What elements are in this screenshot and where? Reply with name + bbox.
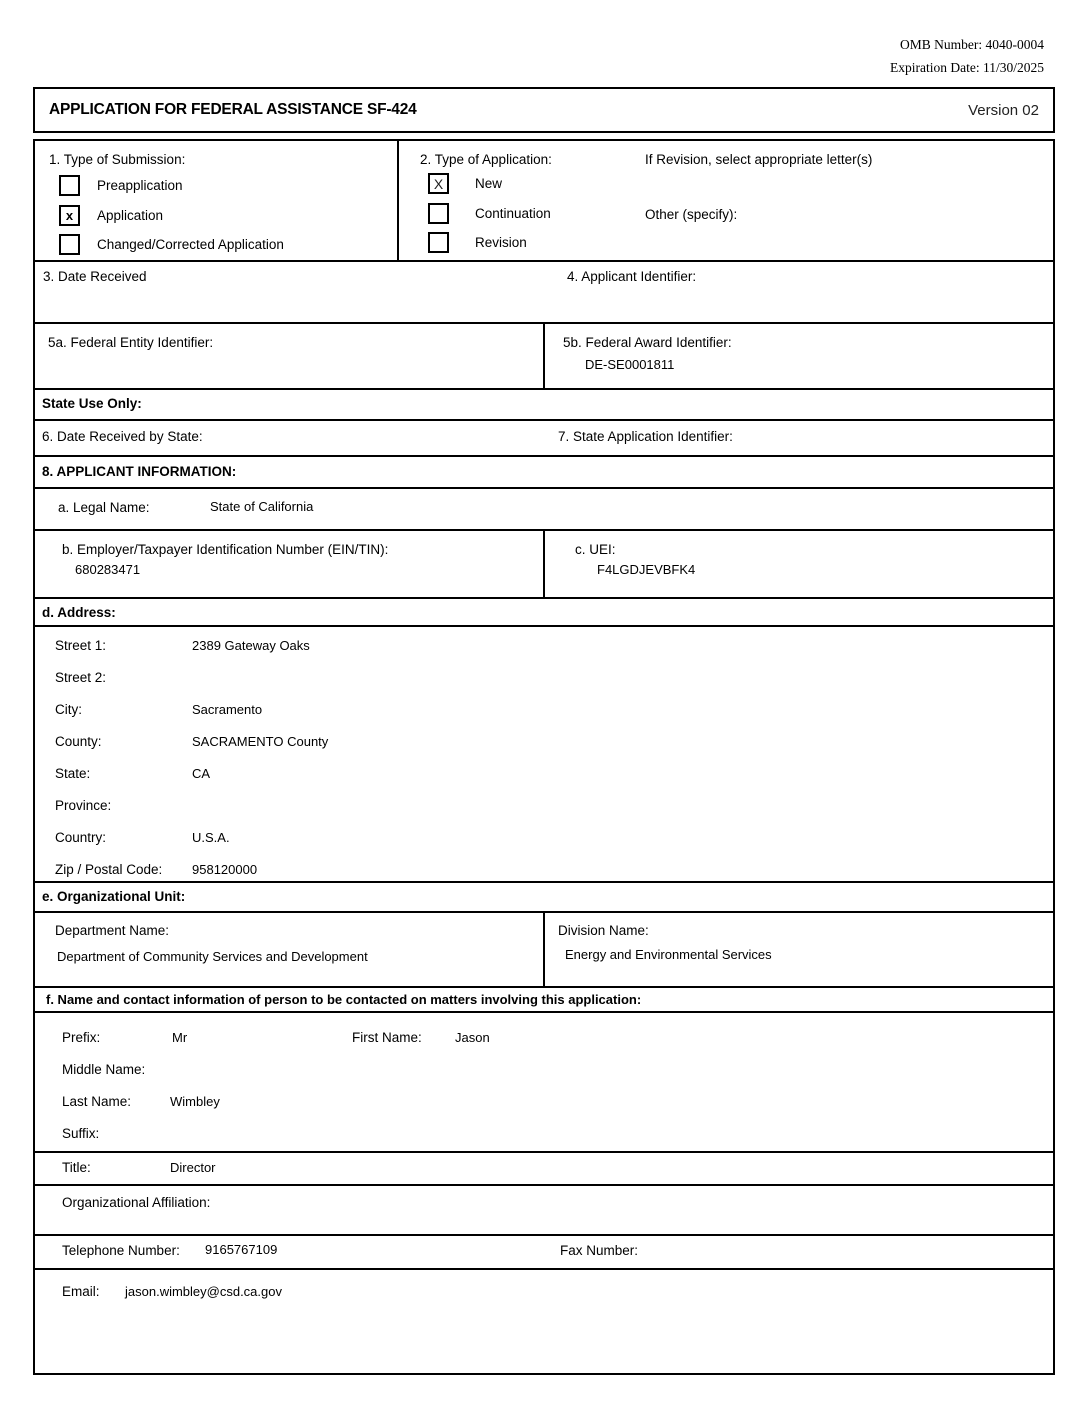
omb-expiration-date: Expiration Date: 11/30/2025 [890,60,1044,75]
middle-name-label: Middle Name: [62,1062,146,1077]
legal-name-value[interactable]: State of California [210,499,314,514]
option-revision [428,232,527,253]
contact-header: f. Name and contact information of person to be contacted on matters involving this application: [46,992,642,1007]
preapplication-checkbox[interactable] [59,175,80,196]
address-province [55,791,1053,823]
option-changed-corrected [59,234,284,255]
row-contact-header [35,988,1053,1013]
first-name-label: First Name: [352,1030,422,1045]
street1-label: Street 1: [55,638,107,653]
city-label: City: [55,702,82,717]
application-checkbox-mark: x [65,208,74,223]
changed-corrected-label: Changed/Corrected Application [97,237,284,252]
applicant-information-header: 8. APPLICANT INFORMATION: [42,464,237,479]
section-type-of-submission [35,141,399,260]
contact-line-prefix-first [62,1023,1053,1055]
row-address-header [35,599,1053,627]
row-federal-identifiers [35,324,1053,390]
zip-label: Zip / Postal Code: [55,862,163,877]
option-preapplication [59,175,183,196]
suffix-label: Suffix: [62,1126,100,1141]
new-label: New [475,176,503,191]
form-version: Version 02 [968,101,1039,119]
revision-label: Revision [475,235,527,250]
city-value[interactable]: Sacramento [192,702,263,717]
legal-name-label: a. Legal Name: [58,500,150,515]
ein-value[interactable]: 680283471 [75,562,141,577]
division-name-label: Division Name: [558,923,649,938]
telephone-label: Telephone Number: [62,1243,180,1258]
email-value[interactable]: jason.wimbley@csd.ca.gov [125,1284,282,1299]
county-label: County: [55,734,102,749]
uei-label: c. UEI: [575,542,616,557]
address-header: d. Address: [42,605,116,620]
prefix-value[interactable]: Mr [172,1030,188,1045]
country-label: Country: [55,830,107,845]
option-continuation [428,203,551,224]
row-title [35,1153,1053,1186]
form-title-box [33,87,1055,133]
federal-entity-identifier-label: 5a. Federal Entity Identifier: [48,335,214,350]
row-state-use-only [35,390,1053,421]
state-application-identifier-label: 7. State Application Identifier: [558,429,733,444]
contact-line-last [62,1087,1053,1119]
address-city [55,695,1053,727]
address-county [55,727,1053,759]
row-telephone-fax [35,1236,1053,1270]
if-revision-note: If Revision, select appropriate letter(s) [645,152,873,167]
row-email [35,1270,1053,1373]
type-of-application-label: 2. Type of Application: [420,152,552,167]
last-name-value[interactable]: Wimbley [170,1094,220,1109]
continuation-checkbox[interactable] [428,203,449,224]
zip-value[interactable]: 958120000 [192,862,258,877]
application-label: Application [97,208,164,223]
type-of-submission-label: 1. Type of Submission: [49,152,186,167]
country-value[interactable]: U.S.A. [192,830,230,845]
form-title: APPLICATION FOR FEDERAL ASSISTANCE SF-424 [49,101,417,118]
address-state [55,759,1053,791]
telephone-value[interactable]: 9165767109 [205,1242,278,1257]
province-label: Province: [55,798,112,813]
section-type-of-application [399,141,1053,260]
title-label: Title: [62,1160,91,1175]
row-legal-name [35,489,1053,531]
state-use-only-label: State Use Only: [42,396,142,411]
date-received-by-state-label: 6. Date Received by State: [42,429,203,444]
row-submission-application [35,141,1053,262]
address-street1 [55,631,1053,663]
email-label: Email: [62,1284,100,1299]
form-body [33,139,1055,1375]
title-value[interactable]: Director [170,1160,216,1175]
omb-block [890,33,1044,79]
new-checkbox-mark: X [433,175,444,192]
first-name-value[interactable]: Jason [455,1030,490,1045]
other-specify-label: Other (specify): [645,207,738,222]
preapplication-label: Preapplication [97,178,183,193]
street1-value[interactable]: 2389 Gateway Oaks [192,638,310,653]
address-street2 [55,663,1053,695]
last-name-label: Last Name: [62,1094,132,1109]
contact-line-middle [62,1055,1053,1087]
row-org-unit-header [35,883,1053,913]
date-received-label: 3. Date Received [43,269,147,284]
prefix-label: Prefix: [62,1030,101,1045]
omb-number: OMB Number: 4040-0004 [900,37,1044,52]
federal-award-identifier-value[interactable]: DE-SE0001811 [585,357,675,372]
ein-label: b. Employer/Taxpayer Identification Number (EIN/TIN): [62,542,389,557]
division-name-value[interactable]: Energy and Environmental Services [565,947,772,962]
applicant-identifier-label: 4. Applicant Identifier: [567,269,697,284]
application-checkbox[interactable] [59,205,80,226]
continuation-label: Continuation [475,206,551,221]
row-ein-uei [35,531,1053,599]
row-department-division [35,913,1053,988]
street2-label: Street 2: [55,670,107,685]
revision-checkbox[interactable] [428,232,449,253]
address-country [55,823,1053,855]
row-date-received [35,262,1053,324]
uei-value[interactable]: F4LGDJEVBFK4 [597,562,696,577]
org-affiliation-label: Organizational Affiliation: [62,1195,211,1210]
option-application [59,205,163,226]
fax-label: Fax Number: [560,1243,639,1258]
contact-line-suffix [62,1119,1053,1151]
row-applicant-information-header [35,457,1053,489]
contact-block [35,1013,1053,1153]
department-name-value[interactable]: Department of Community Services and Development [57,949,368,964]
county-value[interactable]: SACRAMENTO County [192,734,329,749]
state-value[interactable]: CA [192,766,211,781]
changed-corrected-checkbox[interactable] [59,234,80,255]
federal-award-identifier-label: 5b. Federal Award Identifier: [563,335,732,350]
new-checkbox[interactable] [428,173,449,194]
org-unit-header: e. Organizational Unit: [42,889,186,904]
row-state-dates [35,421,1053,457]
row-org-affiliation [35,1186,1053,1236]
option-new [428,173,502,194]
state-label: State: [55,766,91,781]
department-name-label: Department Name: [55,923,170,938]
address-block [35,627,1053,883]
